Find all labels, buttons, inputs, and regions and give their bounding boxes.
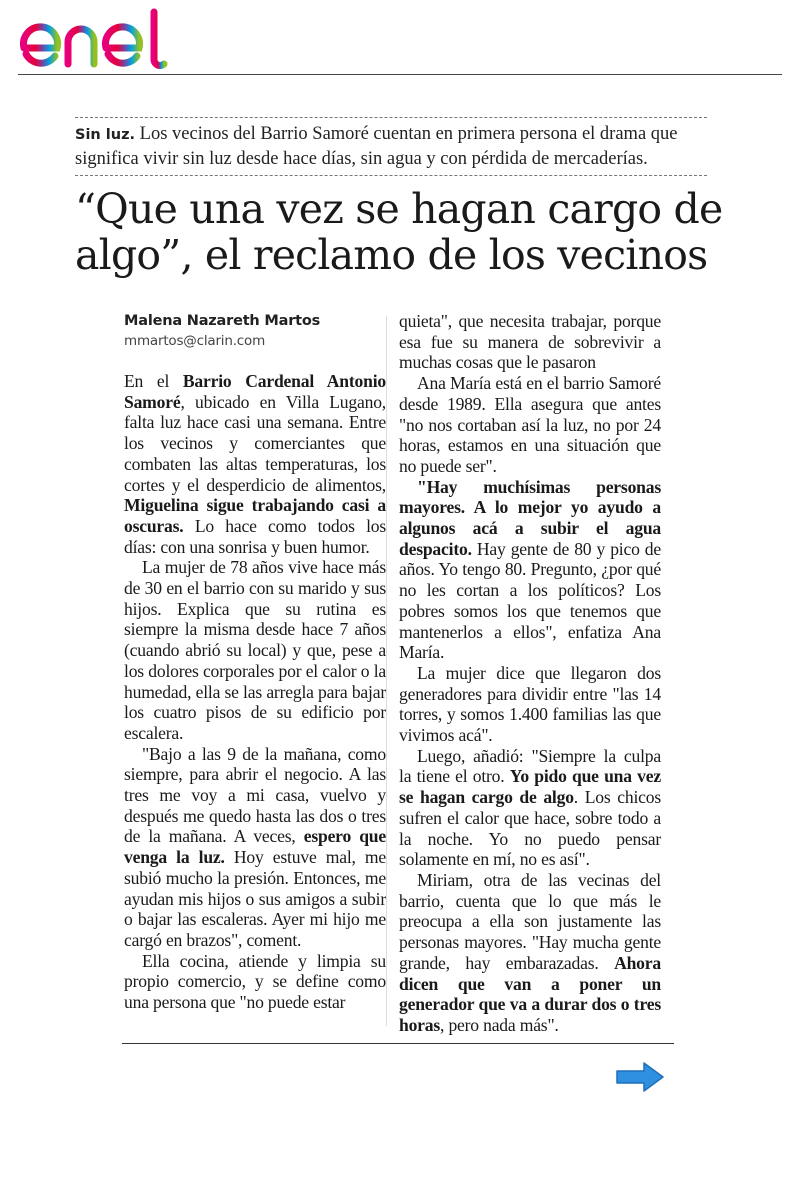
paragraph: "Hay muchísimas personas mayores. A lo mejor yo ayudo a algunos acá a subir el agua despacito. Hay gente de 80 y pico de años. Yo tengo 80. Pregunto, ¿por qué no les cortan a los políticos? Los pobres somos los que tenemos que mantenerlos a ellos", enfatiza Ana María. [399, 476, 661, 663]
lead-body: Los vecinos del Barrio Samoré cuentan en primera persona el drama que significa vivir sin luz desde hace días, sin agua y con pérdida de mercaderías. [75, 124, 678, 169]
article-headline: “Que una vez se hagan cargo de algo”, el reclamo de los vecinos [75, 185, 723, 279]
paragraph: En el Barrio Cardenal Antonio Samoré, ubicado en Villa Lugano, falta luz hace casi una semana. Entre los vecinos y comerciantes que combaten las altas temperaturas, los cortes y el desperdicio de alimentos, Miguelina sigue trabajando casi a oscuras. Lo hace como todos los días: con una sonrisa y buen humor. [124, 371, 386, 557]
paragraph: quieta", que necesita trabajar, porque esa fue su manera de sobrevivir a muchas cosas que le pasaron [399, 311, 661, 373]
article-column-right [399, 311, 661, 1036]
paragraph: Ana María está en el barrio Samoré desde 1989. Ella asegura que antes "no nos cortaban así la luz, no por 24 horas, estamos en una situación que no puede ser". [399, 373, 661, 476]
header-divider [18, 74, 782, 75]
lead-kicker: Sin luz. [75, 127, 136, 143]
paragraph: "Bajo a las 9 de la mañana, como siempre, para abrir el negocio. A las tres me voy a mi casa, vuelvo y después me quedo hasta las dos o tres de la mañana. A veces, espero que venga la luz. Hoy estuve mal, me subió mucho la presión. Entonces, me ayudan mis hijos o sus amigos a subir o bajar las escaleras. Ayer mi hijo me cargó en brazos", coment. [124, 743, 386, 950]
paragraph: Ella cocina, atiende y limpia su propio comercio, y se define como una persona que "no puede estar [124, 950, 386, 1013]
lead-text [75, 122, 715, 171]
right-arrow-icon [614, 1060, 666, 1094]
paragraph: La mujer de 78 años vive hace más de 30 en el barrio con su marido y sus hijos. Explica que su rutina es siempre la misma desde hace 7 años (cuando abrió su local) y que, pese a los dolores corporales por el calor o la humedad, ella se las arregla para bajar los cuatro pisos de su edificio por escalera. [124, 557, 386, 743]
article-column-left [124, 311, 386, 1013]
paragraph: Luego, añadió: "Siempre la culpa la tiene el otro. Yo pido que una vez se hagan cargo de algo. Los chicos sufren el calor que hace, sobre todo a la noche. Yo no puedo pensar solamente en mí, no es así". [399, 745, 661, 870]
lead-box [75, 117, 707, 176]
paragraph: Miriam, otra de las vecinas del barrio, cuenta que lo que más le preocupa a ella son justamente las personas mayores. "Hay mucha gente grande, hay embarazadas. Ahora dicen que van a poner un generador que va a durar dos o tres horas, pero nada más". [399, 869, 661, 1035]
author-name: Malena Nazareth Martos [124, 313, 321, 329]
next-page-button[interactable] [614, 1060, 666, 1094]
enel-logo-mark [18, 4, 188, 70]
column-divider [386, 316, 387, 1026]
paragraph: La mujer dice que llegaron dos generadores para dividir entre "las 14 torres, y somos 1.400 familias las que vivimos acá". [399, 662, 661, 746]
author-email[interactable]: mmartos@clarin.com [124, 333, 266, 349]
enel-logo [18, 4, 188, 70]
article-end-rule [122, 1043, 674, 1044]
